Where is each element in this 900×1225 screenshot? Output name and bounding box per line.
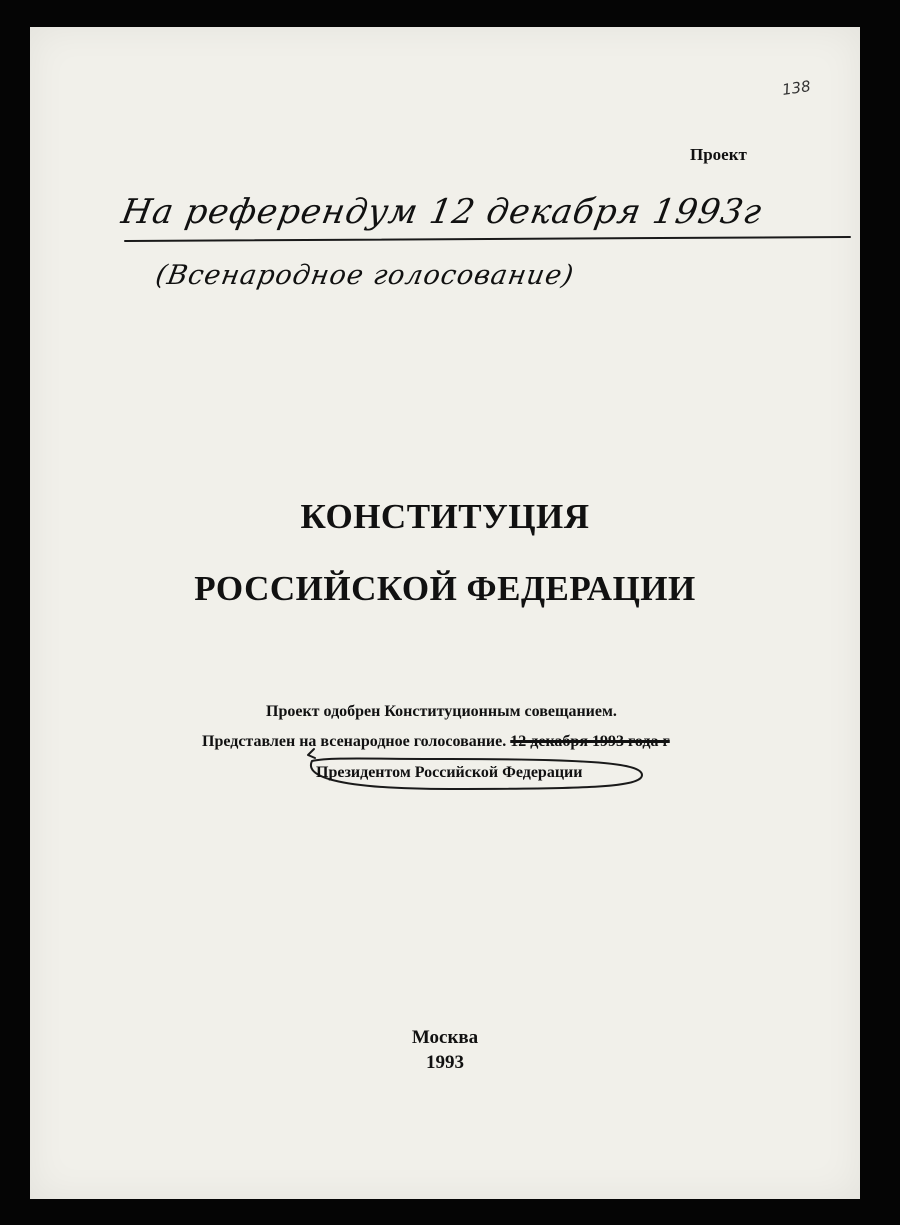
- handwritten-note-line-1: На референдум 12 декабря 1993г: [118, 192, 766, 232]
- presentation-note: [202, 733, 670, 751]
- approval-note: Проект одобрен Конституционным совещанием.: [266, 703, 617, 720]
- document-page: [30, 27, 860, 1199]
- imprint-year: 1993: [426, 1052, 464, 1073]
- handwritten-note-line-2: (Всенародное голосование): [153, 260, 577, 291]
- draft-label: Проект: [690, 145, 747, 164]
- imprint-city: Москва: [411, 1027, 479, 1048]
- handwritten-underline: [125, 237, 850, 241]
- presentation-note-text: Представлен на всенародное голосование.: [202, 733, 507, 750]
- document-title-line-1: КОНСТИТУЦИЯ: [300, 497, 590, 536]
- document-title-line-2: РОССИЙСКОЙ ФЕДЕРАЦИИ: [194, 569, 696, 608]
- presented-by-note: Президентом Российской Федерации: [316, 764, 583, 781]
- folio-number: 138: [780, 77, 812, 99]
- struck-date-text: 12 декабря 1993 года г: [510, 733, 670, 750]
